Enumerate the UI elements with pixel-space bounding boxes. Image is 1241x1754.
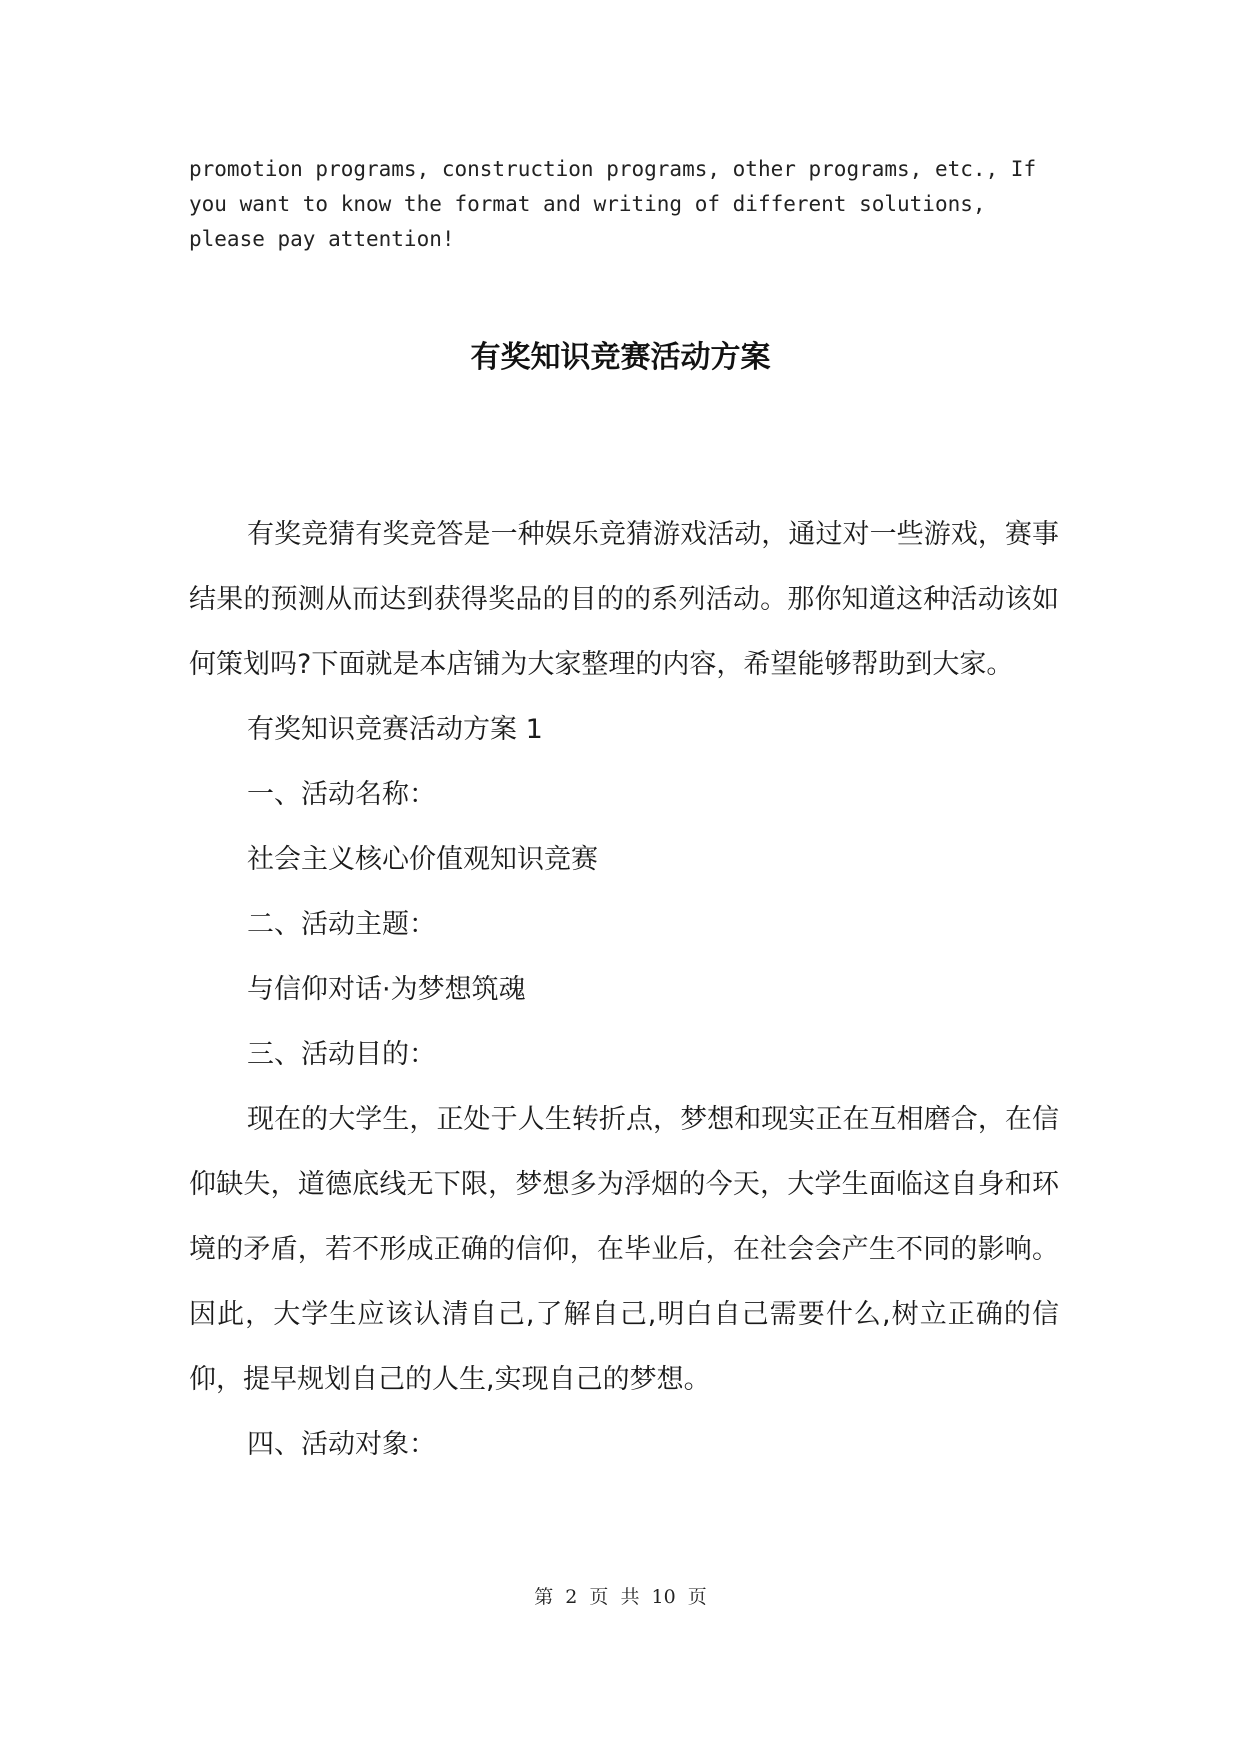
page-footer: 第 2 页 共 10 页 — [534, 1586, 707, 1608]
section-heading-plan-1: 有奖知识竞赛活动方案 1 — [247, 714, 543, 745]
section-heading-activity-name: 一、活动名称： — [247, 779, 436, 810]
document-body — [189, 502, 1059, 1477]
paragraph-intro: 有奖竞猜有奖竞答是一种娱乐竞猜游戏活动，通过对一些游戏，赛事结果的预测从而达到获得奖品的目的的系列活动。那你知道这种活动该如何策划吗?下面就是本店铺为大家整理的内容，希望能够帮助到大家。 — [189, 519, 1059, 680]
activity-theme-value: 与信仰对话·为梦想筑魂 — [247, 974, 526, 1005]
intro-english-text: promotion programs, construction programs, other programs, etc., If you want to know the format and writing of different solutions, please pay attention! — [189, 157, 1037, 251]
section-heading-activity-target: 四、活动对象： — [247, 1429, 436, 1460]
document-title: 有奖知识竞赛活动方案 — [470, 340, 771, 375]
section-heading-activity-theme: 二、活动主题： — [247, 909, 436, 940]
activity-name-value: 社会主义核心价值观知识竞赛 — [247, 844, 598, 875]
section-heading-activity-purpose: 三、活动目的： — [247, 1039, 436, 1070]
activity-purpose-text: 现在的大学生，正处于人生转折点，梦想和现实正在互相磨合，在信仰缺失，道德底线无下限，梦想多为浮烟的今天，大学生面临这自身和环境的矛盾，若不形成正确的信仰，在毕业后，在社会会产生不同的影响。因此，大学生应该认清自己,了解自己,明白自己需要什么,树立正确的信仰，提早规划自己的人生,实现自己的梦想。 — [189, 1104, 1059, 1395]
